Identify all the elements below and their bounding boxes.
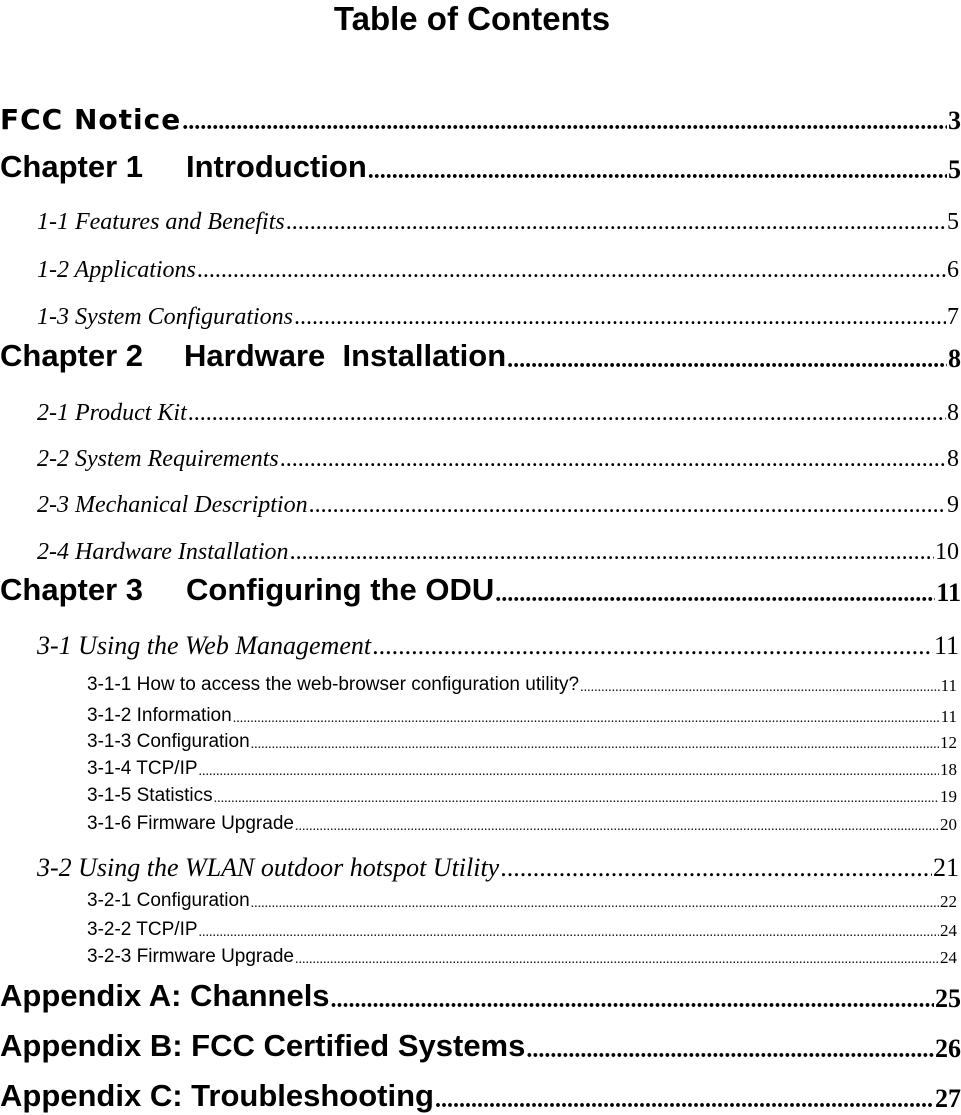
- toc-entry-chapter-1[interactable]: [0, 145, 961, 185]
- toc-page-number: 8: [948, 344, 961, 373]
- toc-entry-label: 3-2-2 TCP/IP: [87, 919, 198, 940]
- toc-entry-section-3-2[interactable]: [0, 843, 961, 883]
- toc-entry-section-3-1[interactable]: [0, 621, 961, 661]
- toc-page-number: 21: [933, 853, 959, 882]
- toc-entry-label: 3-2-1 Configuration: [87, 890, 250, 911]
- toc-leader: [295, 952, 939, 968]
- toc-page-number: 24: [940, 948, 957, 967]
- toc-entry-chapter-3[interactable]: [0, 568, 961, 608]
- toc-leader: [368, 158, 947, 185]
- toc-entry-label: 3-2-3 Firmware Upgrade: [87, 946, 294, 967]
- toc-entry-section-1-3[interactable]: [0, 291, 961, 331]
- toc-leader: [199, 764, 939, 780]
- toc-entry-label: 1-2 Applications: [37, 257, 196, 283]
- toc-page-number: 20: [940, 815, 957, 834]
- toc-leader: [251, 896, 939, 912]
- chapter-number: Chapter 3: [0, 572, 143, 607]
- toc-entry-subsection-3-1-4[interactable]: [0, 754, 961, 780]
- toc-page-number: 3: [948, 106, 961, 135]
- toc-page-number: 8: [947, 446, 959, 472]
- toc-entry-appendix-c[interactable]: [0, 1074, 961, 1114]
- toc-leader: [309, 492, 946, 519]
- toc-leader: [294, 304, 946, 331]
- toc-page-number: 7: [947, 304, 959, 330]
- toc-leader: [197, 257, 946, 284]
- toc-page-number: 5: [947, 209, 959, 235]
- toc-page-number: 5: [948, 155, 961, 184]
- toc-entry-label: 3-2 Using the WLAN outdoor hotspot Utility: [37, 853, 500, 882]
- toc-leader: [580, 680, 940, 696]
- toc-leader: [290, 539, 934, 566]
- chapter-number: Chapter 1: [0, 149, 143, 184]
- toc-leader: [500, 853, 932, 883]
- toc-entry-subsection-3-1-3[interactable]: [0, 727, 961, 753]
- toc-leader: [233, 711, 940, 727]
- toc-entry-label: FCC Notice: [0, 103, 182, 136]
- toc-page-number: 8: [947, 400, 959, 426]
- toc-entry-appendix-b[interactable]: [0, 1024, 961, 1064]
- toc-leader: [295, 819, 939, 835]
- page-title: Table of Contents: [333, 0, 611, 37]
- toc-entry-label: 3-1-4 TCP/IP: [87, 758, 198, 779]
- toc-page-number: 18: [940, 760, 957, 779]
- toc-leader: [526, 1037, 934, 1064]
- toc-entry-chapter-2[interactable]: [0, 334, 961, 374]
- toc-entry-label: 3-1-3 Configuration: [87, 731, 250, 752]
- toc-entry-subsection-3-2-3[interactable]: [0, 942, 961, 968]
- toc-entry-label: 2-1 Product Kit: [37, 400, 187, 426]
- chapter-title: Hardware Installation: [184, 338, 507, 373]
- toc-leader: [507, 347, 947, 374]
- toc-page-number: 19: [940, 787, 957, 806]
- toc-entry-label: Appendix C: Troubleshooting: [0, 1078, 434, 1113]
- toc-leader: [280, 446, 946, 473]
- toc-entry-label: 3-1-1 How to access the web-browser configuration utility?: [87, 674, 580, 695]
- toc-entry-subsection-3-1-2[interactable]: [0, 701, 961, 727]
- toc-page-number: 11: [940, 707, 957, 726]
- toc-entry-label: Appendix A: Channels: [0, 978, 330, 1013]
- toc-page-number: 27: [935, 1084, 961, 1113]
- toc-entry-section-1-1[interactable]: [0, 196, 961, 236]
- toc-entry-subsection-3-1-5[interactable]: [0, 781, 961, 807]
- toc-entry-section-2-1[interactable]: [0, 387, 961, 427]
- toc-entry-label: 2-2 System Requirements: [37, 446, 279, 472]
- toc-leader: [182, 109, 947, 136]
- toc-page-number: 11: [940, 676, 957, 695]
- toc-page-number: 10: [935, 539, 959, 565]
- toc-entry-section-1-2[interactable]: [0, 244, 961, 284]
- toc-entry-section-2-3[interactable]: [0, 479, 961, 519]
- toc-entry-subsection-3-2-2[interactable]: [0, 915, 961, 941]
- chapter-number: Chapter 2: [0, 338, 143, 373]
- toc-page-number: 22: [940, 892, 957, 911]
- toc-entry-subsection-3-1-1[interactable]: [0, 670, 961, 696]
- toc-entry-label: 2-4 Hardware Installation: [37, 539, 289, 565]
- toc-leader: [435, 1087, 934, 1114]
- toc-leader: [286, 209, 946, 236]
- toc-leader: [495, 581, 935, 608]
- chapter-title: Introduction: [186, 149, 367, 184]
- toc-page-number: 9: [947, 492, 959, 518]
- toc-page-number: 26: [935, 1034, 961, 1063]
- toc-leader: [188, 400, 946, 427]
- toc-entry-label: 1-1 Features and Benefits: [37, 209, 285, 235]
- toc-page-number: 6: [947, 257, 959, 283]
- toc-page-number: 11: [933, 631, 959, 660]
- toc-entry-label: 3-1-5 Statistics: [87, 785, 213, 806]
- toc-page-number: 12: [940, 733, 957, 752]
- chapter-title: Configuring the ODU: [186, 572, 495, 607]
- toc-entry-label: 3-1 Using the Web Management: [37, 631, 372, 660]
- toc-leader: [331, 987, 934, 1014]
- toc-entry-fcc-notice[interactable]: [0, 96, 961, 136]
- toc-entry-label: 2-3 Mechanical Description: [37, 492, 308, 518]
- toc-leader: [372, 631, 933, 661]
- toc-entry-label: 3-1-2 Information: [87, 705, 232, 726]
- toc-entry-label: Appendix B: FCC Certified Systems: [0, 1028, 526, 1063]
- toc-entry-section-2-4[interactable]: [0, 526, 961, 566]
- toc-entry-label: 3-1-6 Firmware Upgrade: [87, 813, 294, 834]
- toc-entry-appendix-a[interactable]: [0, 974, 961, 1014]
- toc-page-number: 11: [936, 578, 961, 607]
- toc-entry-subsection-3-2-1[interactable]: [0, 886, 961, 912]
- toc-leader: [214, 791, 939, 807]
- toc-entry-subsection-3-1-6[interactable]: [0, 809, 961, 835]
- toc-leader: [251, 737, 939, 753]
- toc-entry-section-2-2[interactable]: [0, 433, 961, 473]
- toc-leader: [199, 925, 939, 941]
- toc-entry-label: 1-3 System Configurations: [37, 304, 293, 330]
- toc-page-number: 25: [935, 984, 961, 1013]
- toc-page-number: 24: [940, 921, 957, 940]
